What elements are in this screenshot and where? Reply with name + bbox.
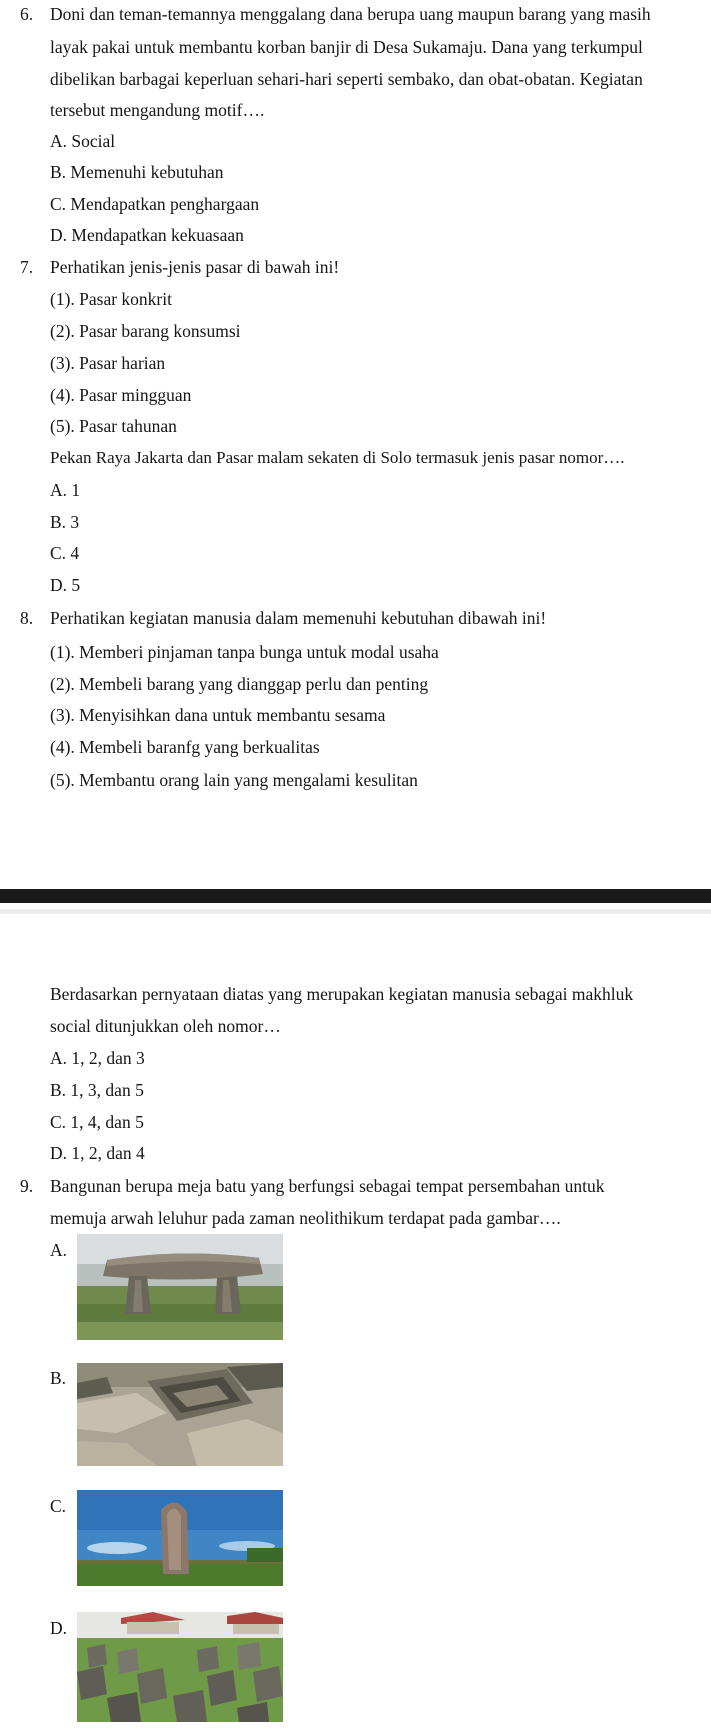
q7-list-item: (2). Pasar barang konsumsi	[50, 321, 241, 341]
q6-text-line: layak pakai untuk membantu korban banjir di Desa Sukamaju. Dana yang terkumpul	[50, 37, 643, 57]
page-divider-shadow	[0, 909, 711, 914]
stone-sarcophagus-image[interactable]	[77, 1363, 283, 1466]
q8-option-d[interactable]: D. 1, 2, dan 4	[50, 1143, 145, 1163]
q9-text-line: Bangunan berupa meja batu yang berfungsi sebagai tempat persembahan untuk	[50, 1176, 605, 1196]
q6-text-line: tersebut mengandung motif….	[50, 100, 265, 120]
q8-stem-line: social ditunjukkan oleh nomor…	[50, 1016, 281, 1036]
q8-text-line: Perhatikan kegiatan manusia dalam memenuhi kebutuhan dibawah ini!	[50, 608, 547, 628]
q9-option-c[interactable]: C.	[50, 1496, 67, 1516]
q8-option-a[interactable]: A. 1, 2, dan 3	[50, 1048, 145, 1068]
menhir-image[interactable]	[77, 1490, 283, 1586]
q7-list-item: (1). Pasar konkrit	[50, 289, 172, 309]
q7-number: 7.	[20, 257, 34, 277]
q7-list-item: (4). Pasar mingguan	[50, 385, 192, 405]
q8-list-item: (3). Menyisihkan dana untuk membantu sesama	[50, 705, 386, 725]
q6-number: 6.	[20, 4, 34, 24]
q7-text-line: Perhatikan jenis-jenis pasar di bawah ini!	[50, 257, 340, 277]
q7-option-a[interactable]: A. 1	[50, 480, 81, 500]
q6-option-a[interactable]: A. Social	[50, 131, 116, 151]
q7-option-b[interactable]: B. 3	[50, 512, 80, 532]
q8-list-item: (5). Membantu orang lain yang mengalami kesulitan	[50, 770, 418, 790]
q7-option-d[interactable]: D. 5	[50, 575, 81, 595]
q9-option-d[interactable]: D.	[50, 1618, 68, 1638]
q8-option-b[interactable]: B. 1, 3, dan 5	[50, 1080, 144, 1100]
q9-option-a[interactable]: A.	[50, 1240, 68, 1260]
dolmen-image[interactable]	[77, 1234, 283, 1340]
q8-list-item: (4). Membeli baranfg yang berkualitas	[50, 737, 320, 757]
waruga-graves-image[interactable]	[77, 1612, 283, 1722]
page-divider	[0, 889, 711, 903]
q8-option-c[interactable]: C. 1, 4, dan 5	[50, 1112, 144, 1132]
q7-list-item: (5). Pasar tahunan	[50, 416, 177, 436]
q6-text-line: Doni dan teman-temannya menggalang dana berupa uang maupun barang yang masih	[50, 4, 651, 24]
q6-text-line: dibelikan barbagai keperluan sehari-hari seperti sembako, dan obat-obatan. Kegiatan	[50, 69, 643, 89]
q8-stem-line: Berdasarkan pernyataan diatas yang merupakan kegiatan manusia sebagai makhluk	[50, 984, 634, 1004]
q9-option-b[interactable]: B.	[50, 1368, 67, 1388]
q6-option-c[interactable]: C. Mendapatkan penghargaan	[50, 194, 260, 214]
q7-list-item: (3). Pasar harian	[50, 353, 166, 373]
q8-number: 8.	[20, 608, 34, 628]
q6-option-b[interactable]: B. Memenuhi kebutuhan	[50, 162, 224, 182]
q7-stem: Pekan Raya Jakarta dan Pasar malam sekaten di Solo termasuk jenis pasar nomor….	[50, 448, 625, 467]
q7-option-c[interactable]: C. 4	[50, 543, 80, 563]
q8-list-item: (2). Membeli barang yang dianggap perlu dan penting	[50, 674, 429, 694]
q9-number: 9.	[20, 1176, 34, 1196]
q8-list-item: (1). Memberi pinjaman tanpa bunga untuk modal usaha	[50, 642, 439, 662]
q6-option-d[interactable]: D. Mendapatkan kekuasaan	[50, 225, 244, 245]
q9-text-line: memuja arwah leluhur pada zaman neolithikum terdapat pada gambar….	[50, 1208, 561, 1228]
